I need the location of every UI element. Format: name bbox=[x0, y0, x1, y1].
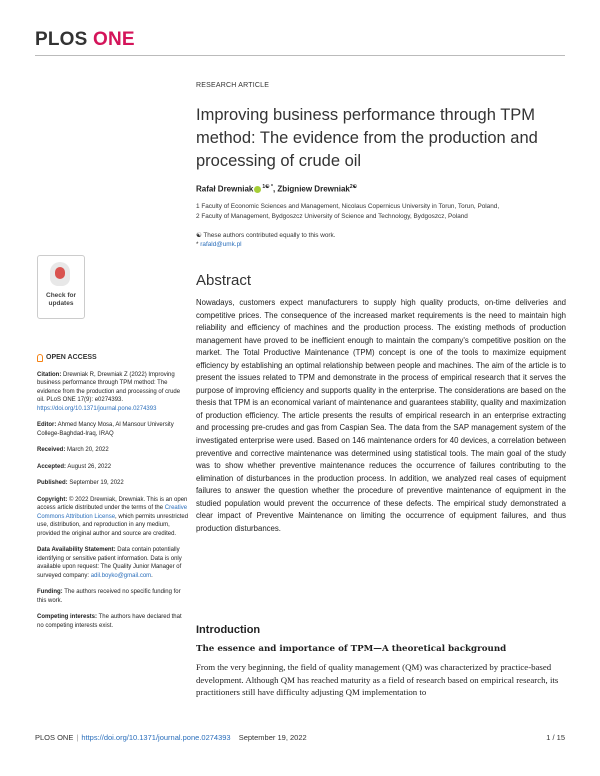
data-availability-label: Data Availability Statement: bbox=[37, 547, 116, 553]
article-info-sidebar bbox=[37, 354, 189, 630]
editor-label: Editor: bbox=[37, 422, 57, 428]
funding-text: The authors received no specific funding for this work. bbox=[37, 589, 181, 604]
copyright-text-end: , which permits unrestricted use, distribution, and reproduction in any medium, provided the original author and source are credited. bbox=[37, 513, 189, 537]
copyright-label: Copyright: bbox=[37, 496, 68, 503]
author-name[interactable]: Rafał Drewniak bbox=[196, 184, 254, 194]
received-date: March 20, 2022 bbox=[65, 447, 109, 453]
data-availability-end: . bbox=[151, 572, 153, 579]
competing-interests-label: Competing interests: bbox=[37, 614, 98, 620]
plos-one-logo[interactable] bbox=[35, 29, 135, 51]
author-name[interactable]: Zbigniew Drewniak bbox=[277, 184, 350, 194]
article-type-label: RESEARCH ARTICLE bbox=[196, 82, 270, 89]
affiliations bbox=[196, 202, 499, 222]
check-for-updates-label bbox=[38, 292, 84, 308]
affiliation-item: 2 Faculty of Management, Bydgoszcz University of Science and Technology, Bydgoszcz, Poland bbox=[196, 213, 468, 220]
logo-plos-text: PLOS bbox=[35, 29, 88, 50]
footer-journal-name: PLOS ONE bbox=[35, 733, 74, 742]
footer-separator: | bbox=[76, 733, 79, 742]
competing-interests-text: The authors have declared that no competing interests exist. bbox=[37, 614, 182, 629]
orcid-icon[interactable] bbox=[254, 186, 261, 193]
citation-text: Drewniak R, Drewniak Z (2022) Improving business performance through TPM method: The evidence from the production and processing of crude oil. PLoS ONE 17(9): e0274393. bbox=[37, 371, 181, 403]
open-access-badge bbox=[37, 354, 189, 363]
license-link[interactable]: Creative Commons Attribution License bbox=[37, 505, 188, 520]
data-availability-block bbox=[37, 546, 189, 580]
citation-doi-link[interactable]: https://doi.org/10.1371/journal.pone.0274393 bbox=[37, 405, 157, 412]
check-for-updates-button[interactable] bbox=[37, 255, 85, 319]
author-superscript: 1☯ * bbox=[262, 184, 273, 190]
accepted-label: Accepted: bbox=[37, 463, 67, 470]
accepted-block bbox=[37, 463, 189, 472]
copyright-block bbox=[37, 496, 189, 539]
affiliation-item: 1 Faculty of Economic Sciences and Management, Nicolaus Copernicus University in Torun, Torun, Poland, bbox=[196, 203, 500, 210]
footer-separator bbox=[234, 733, 236, 742]
check-for-updates-line: Check for bbox=[46, 292, 76, 299]
abstract-text: Nowadays, customers expect manufacturers to supply high quality products, on-time deliveries and competitive prices. The consequence of the increased market requirements is the need to maintain high reliability and efficiency of machines and the production process. The existing methods of production management have proved to be inefficient enough to maintain the company's competitive position on the market. The Total Productive Maintenance (TPM) concept is one of the tools to maximize equipment efficiency by establishing an optimal relationship between people and machines. The aim of the article is to present the issues related to TPM and demonstrate in the process of empirical research that it serves the purpose of improving efficiency and supports quality in the enterprise. The considerations are based on the thesis that TPM is an economical variant of maintenance and guarantees stability, quality and maximization of production efficiency. The article presents the results of empirical research in an enterprise extracting and processing pre-crudes and gas from Caspian Sea. The data from the SAP management system of the investigated enterprise were used. Based on 146 maintenance orders for 40 devices, a correlation between preventive and corrective maintenance was determined using statistical tools. The main goal of the study was to show whether preventive maintenance reduces the occurrence of failures contributing to the elimination of disturbances in the production process. In addition, we analyzed real cases of equipment failures to answer the question whether the procedure of preventive maintenance of equipment in the studied population would prevent the occurrence of these defects. The empirical study demonstrated a clear impact of Preventive Maintenance on limiting the occurrence of equipment failures, and thus production disturbances. bbox=[196, 298, 566, 533]
article-title: Improving business performance through TPM method: The evidence from the production and processing of crude oil bbox=[196, 106, 538, 170]
received-label: Received: bbox=[37, 447, 66, 453]
introduction-text: From the very beginning, the field of quality management (QM) was characterized by practice-based development. Although QM has reached maturity as a field of research based on empirical research, its practitioners still have difficulty adjusting QM implementation to bbox=[196, 662, 559, 697]
funding-block bbox=[37, 588, 189, 605]
abstract-heading: Abstract bbox=[196, 272, 252, 289]
introduction-heading: Introduction bbox=[196, 624, 261, 636]
data-contact-email-link[interactable]: adil.boyko@gmail.com bbox=[90, 572, 152, 579]
logo-one-text: ONE bbox=[93, 29, 135, 50]
received-block bbox=[37, 446, 189, 455]
data-availability-text: Data contain potentially identifying or sensitive patient information. Data is only available upon request: The Quality Junior Manager of surveyed company: bbox=[37, 547, 182, 579]
corresponding-mark: * bbox=[196, 241, 201, 248]
check-for-updates-line: updates bbox=[48, 300, 74, 307]
footer-citation bbox=[35, 733, 546, 742]
citation-block bbox=[37, 371, 189, 414]
check-for-updates-icon bbox=[50, 262, 70, 286]
author-separator: , bbox=[272, 184, 278, 194]
header-divider bbox=[35, 55, 565, 56]
copyright-text: © 2022 Drewniak, Drewniak. This is an open access article distributed under the terms of the bbox=[37, 496, 188, 511]
author-list bbox=[196, 184, 357, 194]
editor-text: Ahmed Mancy Mosa, Al Mansour University College-Baghdad-Iraq, IRAQ bbox=[37, 422, 174, 437]
equal-contribution-note: ☯ These authors contributed equally to this work. bbox=[196, 232, 336, 239]
funding-label: Funding: bbox=[37, 589, 63, 595]
author-superscript: 2☯ bbox=[349, 184, 358, 190]
open-access-lock-icon bbox=[37, 354, 43, 362]
email-link[interactable]: rafald@umk.pl bbox=[200, 241, 242, 248]
open-access-label: OPEN ACCESS bbox=[46, 354, 97, 361]
competing-interests-block bbox=[37, 613, 189, 630]
footer-doi-link[interactable]: https://doi.org/10.1371/journal.pone.0274393 bbox=[81, 733, 231, 742]
corresponding-author-note bbox=[196, 240, 336, 249]
page-number: 1 / 15 bbox=[546, 733, 565, 742]
citation-label: Citation: bbox=[37, 371, 62, 378]
published-block bbox=[37, 479, 189, 488]
page-footer bbox=[35, 733, 565, 742]
published-date: September 19, 2022 bbox=[67, 480, 124, 486]
accepted-date: August 26, 2022 bbox=[66, 463, 112, 470]
footer-date: September 19, 2022 bbox=[238, 733, 307, 742]
section-subheading: The essence and importance of TPM—A theoretical background bbox=[196, 644, 507, 654]
published-label: Published: bbox=[37, 480, 68, 486]
author-notes bbox=[196, 231, 336, 249]
editor-block bbox=[37, 421, 189, 438]
